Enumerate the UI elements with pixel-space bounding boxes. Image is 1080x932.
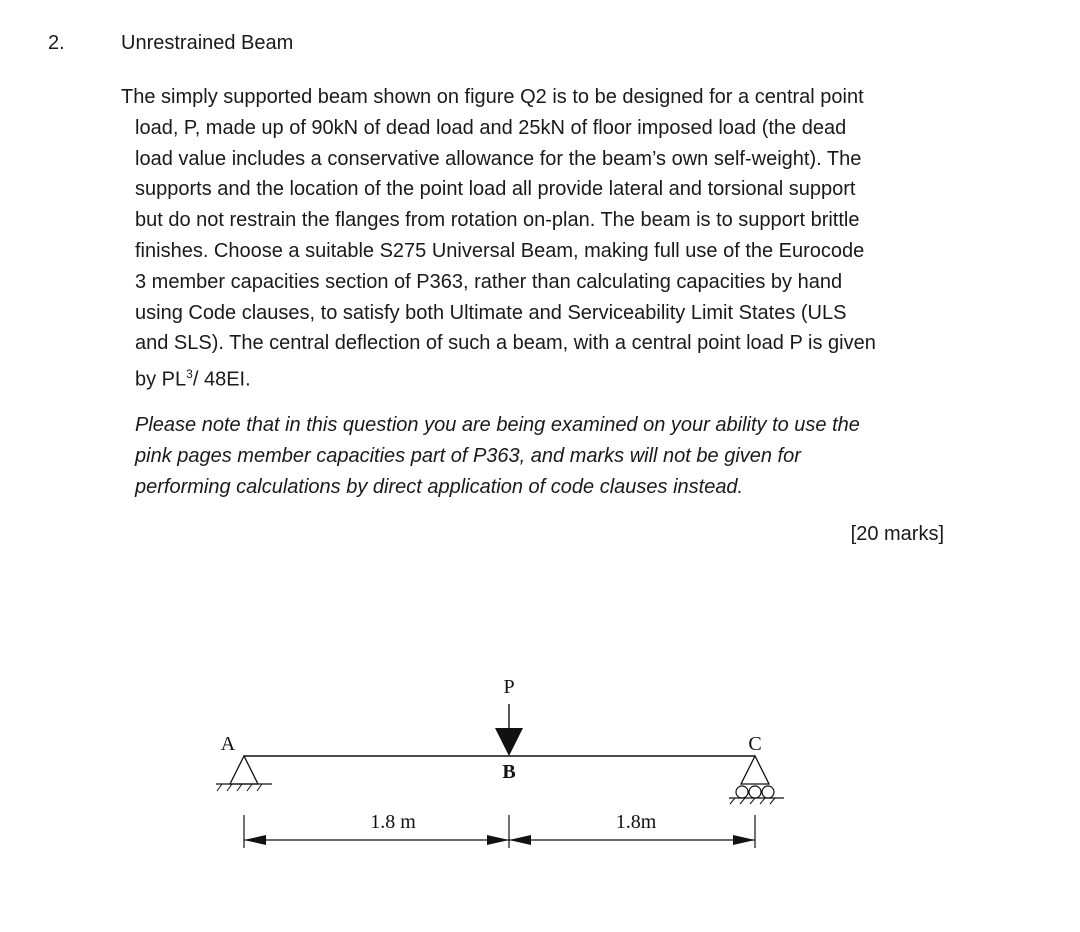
beam-figure [0, 650, 1080, 880]
span-right-label: 1.8m [615, 811, 657, 833]
support-a-label: A [220, 733, 236, 755]
formula-exponent: 3 [186, 367, 193, 382]
paragraph-line: load value includes a conservative allowance for the beam’s own self-weight). The [135, 147, 862, 170]
support-c-label: C [748, 733, 762, 755]
paragraph-line: and SLS). The central deflection of such a beam, with a central point load P is given [135, 332, 876, 355]
load-arrow-head [495, 728, 523, 756]
dimension-line [244, 815, 755, 848]
note-line: performing calculations by direct application of code clauses instead. [135, 476, 744, 498]
question-number: 2. [48, 32, 65, 54]
marks-label: [20 marks] [850, 523, 944, 545]
note-line: Please note that in this question you are being examined on your ability to use the [135, 414, 860, 436]
pin-support-icon [216, 756, 272, 791]
paragraph-line: load, P, made up of 90kN of dead load and 25kN of floor imposed load (the dead [135, 116, 847, 139]
paragraph-line: using Code clauses, to satisfy both Ultimate and Serviceability Limit States (ULS [135, 301, 847, 324]
question-paragraph [121, 82, 961, 396]
paragraph-line: The simply supported beam shown on figure Q2 is to be designed for a central point [121, 86, 864, 108]
deflection-formula [121, 359, 961, 395]
paragraph-line: finishes. Choose a suitable S275 Universal Beam, making full use of the Eurocode [135, 239, 865, 262]
paragraph-line: supports and the location of the point load all provide lateral and torsional support [135, 178, 856, 201]
note-line: pink pages member capacities part of P363, and marks will not be given for [135, 445, 801, 467]
midpoint-label: B [502, 761, 516, 783]
formula-suffix: / 48EI. [192, 368, 251, 391]
formula-prefix: by PL [135, 368, 187, 391]
question-title: Unrestrained Beam [121, 32, 294, 54]
exam-note [135, 410, 965, 503]
paragraph-line: 3 member capacities section of P363, rather than calculating capacities by hand [135, 270, 843, 293]
roller-support-icon [729, 756, 784, 804]
paragraph-line: but do not restrain the flanges from rotation on-plan. The beam is to support brittle [135, 209, 860, 232]
span-left-label: 1.8 m [370, 811, 416, 833]
load-label: P [503, 676, 515, 698]
